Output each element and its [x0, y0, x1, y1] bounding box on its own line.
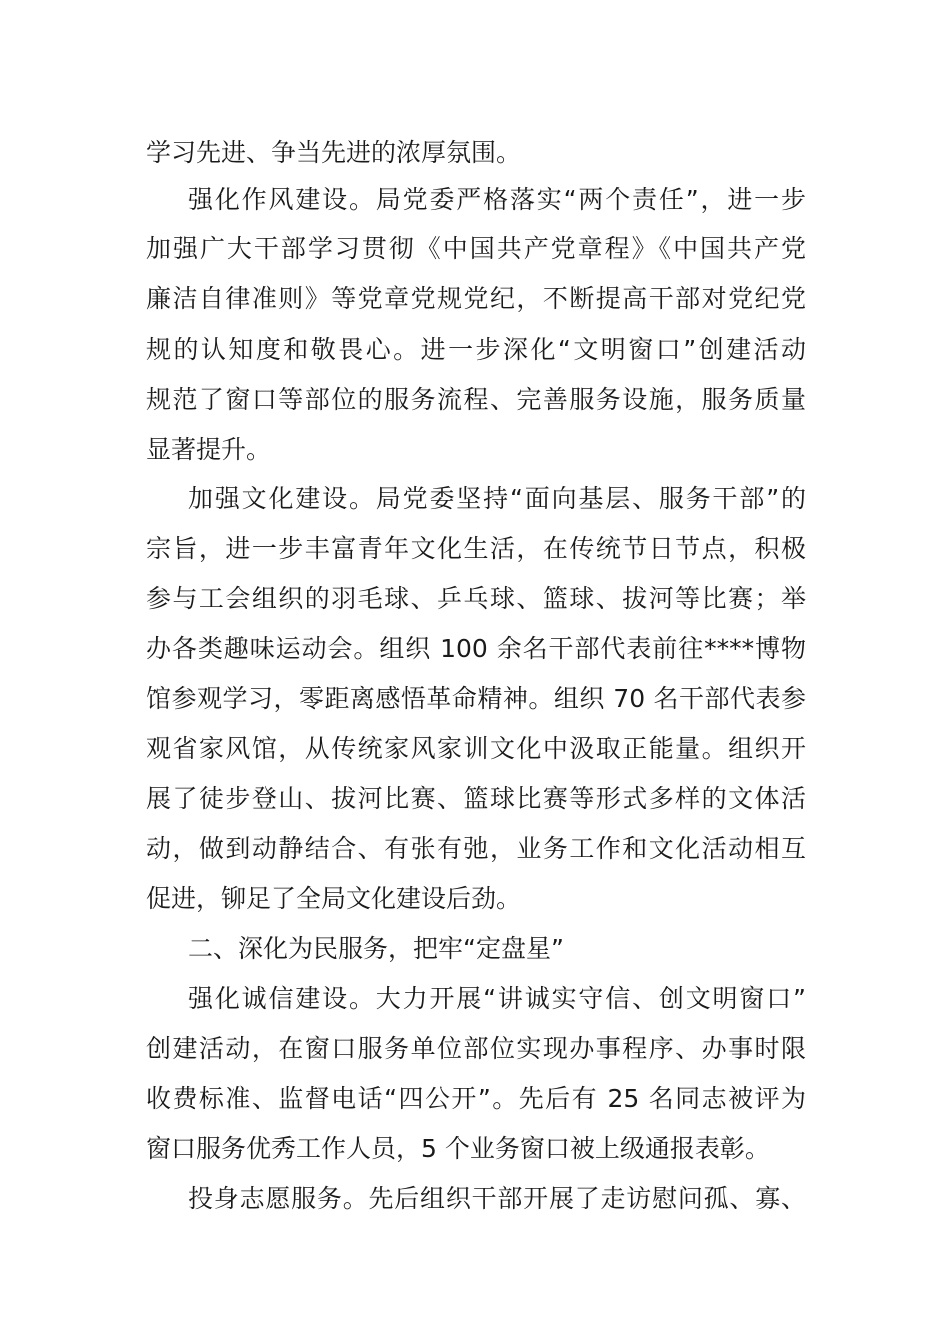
text-line: 馆参观学习，零距离感悟革命精神。组织 70 名干部代表参	[146, 684, 806, 713]
text-line: 参与工会组织的羽毛球、乒乓球、篮球、拔河等比赛；举	[146, 584, 806, 613]
text-line: 窗口服务优秀工作人员，5 个业务窗口被上级通报表彰。	[146, 1134, 770, 1163]
text-line: 创建活动，在窗口服务单位部位实现办事程序、办事时限	[146, 1034, 806, 1063]
text-line: 促进，铆足了全局文化建设后劲。	[146, 884, 522, 913]
text-line: 宗旨，进一步丰富青年文化生活，在传统节日节点，积极	[146, 534, 806, 563]
text-line: 规的认知度和敬畏心。进一步深化“文明窗口”创建活动	[146, 335, 806, 364]
text-line: 观省家风馆，从传统家风家训文化中汲取正能量。组织开	[146, 734, 806, 763]
text-line: 办各类趣味运动会。组织 100 余名干部代表前往****博物	[146, 634, 806, 663]
text-line: 显著提升。	[146, 435, 272, 464]
paragraph-start-line: 加强文化建设。局党委坚持“面向基层、服务干部”的	[188, 484, 806, 513]
paragraph-start-line: 强化作风建设。局党委严格落实“两个责任”，进一步	[188, 185, 806, 214]
text-line: 收费标准、监督电话“四公开”。先后有 25 名同志被评为	[146, 1084, 806, 1113]
paragraph-start-line: 强化诚信建设。大力开展“讲诚实守信、创文明窗口”	[188, 984, 806, 1013]
text-line: 廉洁自律准则》等党章党规党纪，不断提高干部对党纪党	[146, 284, 806, 313]
section-heading: 二、深化为民服务，把牢“定盘星”	[188, 934, 564, 963]
text-line: 学习先进、争当先进的浓厚氛围。	[146, 138, 522, 167]
text-line: 加强广大干部学习贯彻《中国共产党章程》《中国共产党	[146, 234, 806, 263]
paragraph-start-line: 投身志愿服务。先后组织干部开展了走访慰问孤、寡、	[188, 1184, 806, 1213]
text-line: 展了徒步登山、拔河比赛、篮球比赛等形式多样的文体活	[146, 784, 806, 813]
text-line: 动，做到动静结合、有张有弛，业务工作和文化活动相互	[146, 834, 806, 863]
text-line: 规范了窗口等部位的服务流程、完善服务设施，服务质量	[146, 385, 806, 414]
